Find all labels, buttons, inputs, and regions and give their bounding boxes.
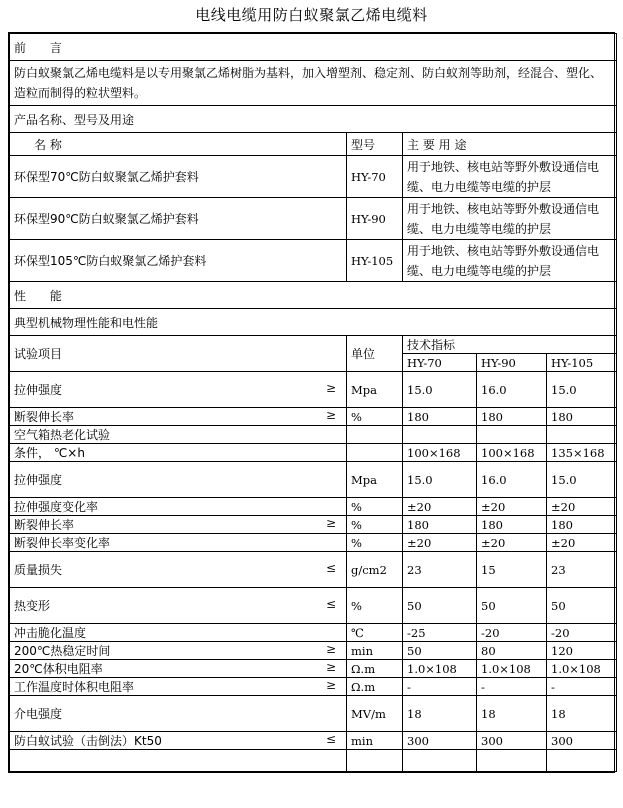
document-title: 电线电缆用防白蚁聚氯乙烯电缆料 [195,6,428,24]
spec-value: 100×168 [403,444,477,462]
spec-value: ±20 [547,534,617,552]
spec-unit: g/cm2 [347,552,403,588]
model-header: HY-105 [547,354,617,372]
spec-unit [347,444,403,462]
spec-value: ±20 [403,498,477,516]
spec-value: -20 [477,624,547,642]
product-use: 用于地铁、核电站等野外敷设通信电缆、电力电缆等电缆的护层 [403,198,617,240]
col-name-header: 名 称 [10,133,347,156]
spec-value: 300 [477,732,547,750]
spec-value: ±20 [547,498,617,516]
spec-item-label: 断裂伸长率 [14,410,75,424]
spec-value: 15 [477,552,547,588]
spec-item [10,534,347,552]
spec-item-label: 拉伸强度 [14,473,63,487]
spec-item-label: 20℃体积电阻率 [14,662,103,676]
spec-value [477,750,547,772]
datasheet-table [8,32,615,773]
spec-row [10,588,617,624]
spec-item [10,552,347,588]
preface-heading: 前 言 [10,34,617,61]
spec-item [10,660,347,678]
spec-row [10,552,617,588]
spec-row [10,732,617,750]
col-item-header: 试验项目 [10,336,347,372]
limit-sign: ≥ [325,516,336,530]
spec-row [10,462,617,498]
limit-sign: ≤ [325,732,336,746]
spec-item-label: 热变形 [14,599,51,613]
spec-value [547,750,617,772]
spec-unit: min [347,732,403,750]
spec-row [10,408,617,426]
col-use-header: 主 要 用 途 [403,133,617,156]
col-model-header: 型号 [347,133,403,156]
model-header: HY-70 [403,354,477,372]
spec-value: 15.0 [547,462,617,498]
spec-row [10,660,617,678]
spec-value: 80 [477,642,547,660]
spec-value: - [403,678,477,696]
spec-unit: Ω.m [347,660,403,678]
spec-row [10,534,617,552]
spec-item [10,444,347,462]
performance-rows [10,372,617,772]
limit-sign: ≥ [325,660,336,674]
limit-sign: ≤ [325,597,336,611]
spec-unit: Mpa [347,462,403,498]
spec-item [10,624,347,642]
spec-item-label: 工作温度时体积电阻率 [14,680,135,694]
spec-item-label: 200℃热稳定时间 [14,644,111,658]
spec-item [10,696,347,732]
spec-row [10,498,617,516]
spec-value: 180 [403,408,477,426]
spec-value: - [547,678,617,696]
limit-sign: ≤ [325,561,336,575]
products-heading: 产品名称、型号及用途 [10,106,617,133]
spec-item-label: 断裂伸长率 [14,518,75,532]
spec-value: 50 [403,588,477,624]
spec-value [477,426,547,444]
spec-value: 180 [547,516,617,534]
spec-unit [347,426,403,444]
spec-value: 18 [547,696,617,732]
spec-value: 300 [547,732,617,750]
spec-unit: Mpa [347,372,403,408]
spec-item [10,642,347,660]
product-row [10,240,617,282]
spec-value: - [477,678,547,696]
product-model: HY-90 [347,198,403,240]
spec-value [403,750,477,772]
spec-value: ±20 [477,534,547,552]
product-use: 用于地铁、核电站等野外敷设通信电缆、电力电缆等电缆的护层 [403,156,617,198]
intro-table [9,33,617,336]
spec-unit: % [347,498,403,516]
spec-item-label: 条件， ℃×h [14,446,85,460]
spec-row [10,750,617,772]
spec-item [10,678,347,696]
product-name: 环保型90℃防白蚁聚氯乙烯护套料 [10,198,347,240]
col-unit-header: 单位 [347,336,403,372]
product-name: 环保型105℃防白蚁聚氯乙烯护套料 [10,240,347,282]
col-spec-header: 技术指标 [403,336,617,354]
spec-item-label: 拉伸强度 [14,383,63,397]
limit-sign: ≥ [325,408,336,422]
spec-value: 50 [477,588,547,624]
spec-row [10,516,617,534]
spec-value: 180 [477,408,547,426]
spec-item-label: 质量损失 [14,563,63,577]
spec-item [10,732,347,750]
spec-unit: % [347,534,403,552]
product-model: HY-70 [347,156,403,198]
spec-row [10,696,617,732]
spec-item [10,588,347,624]
spec-item [10,498,347,516]
spec-value: 180 [477,516,547,534]
product-model: HY-105 [347,240,403,282]
spec-item [10,750,347,772]
spec-unit: % [347,516,403,534]
spec-unit: ℃ [347,624,403,642]
limit-sign: ≥ [325,381,336,395]
spec-unit: MV/m [347,696,403,732]
limit-sign: ≥ [325,642,336,656]
spec-item [10,408,347,426]
spec-unit: % [347,588,403,624]
spec-item-label: 冲击脆化温度 [14,626,87,640]
spec-value: 50 [403,642,477,660]
spec-value: 18 [403,696,477,732]
spec-value: 180 [403,516,477,534]
spec-item-label: 断裂伸长率变化率 [14,536,111,550]
spec-value: 100×168 [477,444,547,462]
spec-unit: Ω.m [347,678,403,696]
spec-unit: min [347,642,403,660]
spec-unit [347,750,403,772]
spec-value: 15.0 [403,372,477,408]
spec-unit: % [347,408,403,426]
spec-row [10,678,617,696]
spec-row [10,642,617,660]
spec-value: 16.0 [477,372,547,408]
product-row [10,198,617,240]
spec-value: 1.0×108 [547,660,617,678]
performance-heading: 性 能 [10,282,617,309]
spec-value: 120 [547,642,617,660]
spec-item [10,372,347,408]
spec-item [10,516,347,534]
product-row [10,156,617,198]
spec-value: 50 [547,588,617,624]
limit-sign: ≥ [325,678,336,692]
performance-table [9,335,617,772]
preface-body: 防白蚁聚氯乙烯电缆料是以专用聚氯乙烯树脂为基料，加入增塑剂、稳定剂、防白蚁剂等助剂，经混合、塑化、造粒而制得的粒状塑料。 [10,61,617,106]
performance-subheading: 典型机械物理性能和电性能 [10,309,617,336]
spec-value: 23 [403,552,477,588]
spec-item-label: 拉伸强度变化率 [14,500,99,514]
spec-value [547,426,617,444]
spec-item-label: 空气箱热老化试验 [14,428,111,442]
spec-value: 1.0×108 [403,660,477,678]
spec-value: 18 [477,696,547,732]
spec-value: ±20 [477,498,547,516]
spec-row [10,426,617,444]
spec-value: 135×168 [547,444,617,462]
spec-value: ±20 [403,534,477,552]
spec-value: 300 [403,732,477,750]
product-use: 用于地铁、核电站等野外敷设通信电缆、电力电缆等电缆的护层 [403,240,617,282]
spec-value: 23 [547,552,617,588]
product-name: 环保型70℃防白蚁聚氯乙烯护套料 [10,156,347,198]
spec-value: 1.0×108 [477,660,547,678]
spec-value: 15.0 [547,372,617,408]
spec-row [10,624,617,642]
spec-value: 15.0 [403,462,477,498]
spec-item [10,462,347,498]
spec-item-label: 防白蚁试验（击倒法）Kt50 [14,734,162,748]
spec-value: 16.0 [477,462,547,498]
spec-value: 180 [547,408,617,426]
model-header: HY-90 [477,354,547,372]
spec-row [10,444,617,462]
spec-value [403,426,477,444]
spec-value: -20 [547,624,617,642]
spec-item-label: 介电强度 [14,707,63,721]
spec-row [10,372,617,408]
spec-item [10,426,347,444]
spec-value: -25 [403,624,477,642]
